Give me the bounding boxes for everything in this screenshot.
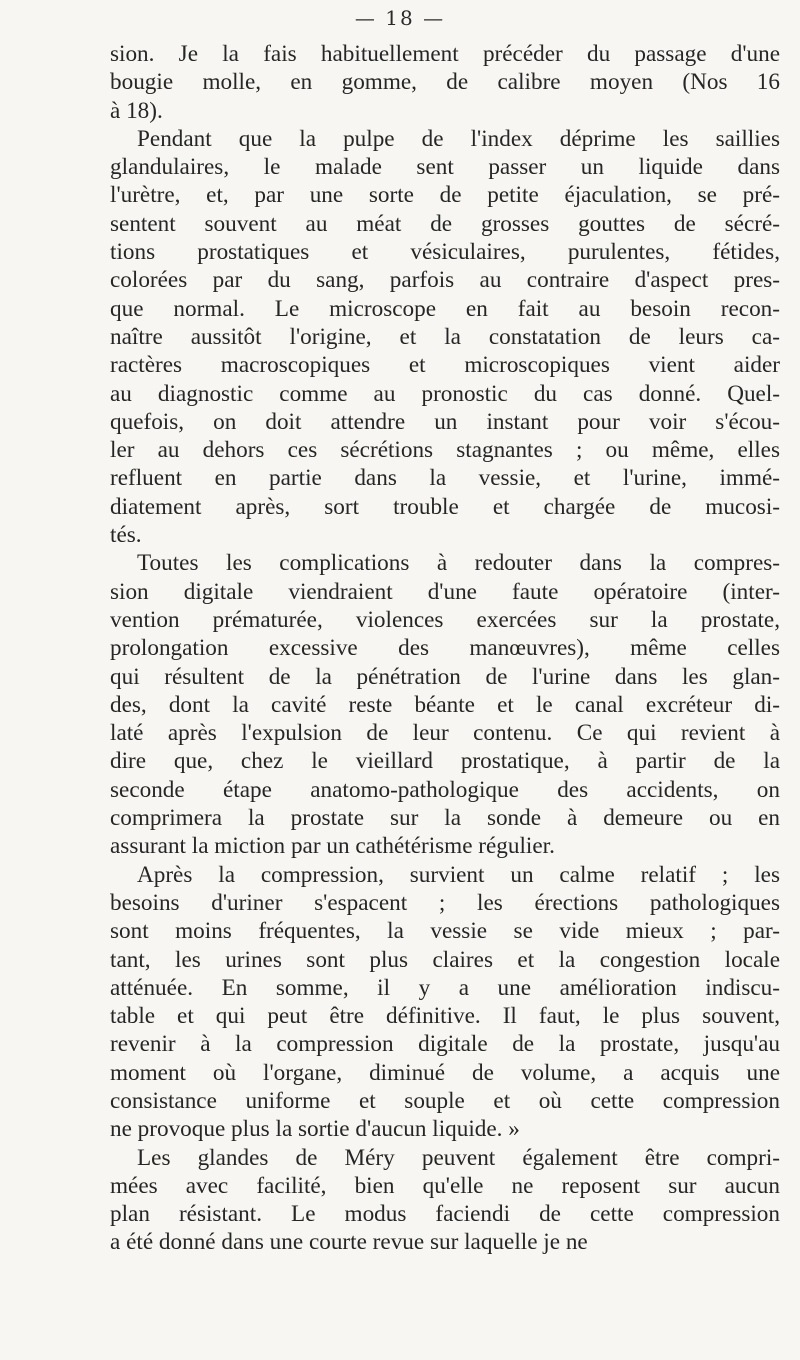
text-line: des, dont la cavité reste béante et le canal excréteur di- bbox=[110, 691, 780, 718]
text-line: tions prostatiques et vésiculaires, purulentes, fétides, bbox=[110, 239, 780, 266]
text-line: assurant la miction par un cathétérisme régulier. bbox=[110, 833, 555, 860]
paragraph bbox=[110, 40, 780, 125]
paragraph bbox=[110, 861, 780, 1144]
text-line: laté après l'expulsion de leur contenu. Ce qui revient à bbox=[110, 720, 780, 747]
text-line: bougie molle, en gomme, de calibre moyen (Nos 16 bbox=[110, 69, 780, 96]
text-line: ne provoque plus la sortie d'aucun liquide. » bbox=[110, 1116, 520, 1143]
text-line: moment où l'organe, diminué de volume, a acquis une bbox=[110, 1059, 780, 1086]
text-line: dire que, chez le vieillard prostatique, à partir de la bbox=[110, 748, 780, 775]
text-line: diatement après, sort trouble et chargée de mucosi- bbox=[110, 493, 780, 520]
paragraph bbox=[110, 125, 780, 549]
text-line: prolongation excessive des manœuvres), même celles bbox=[110, 635, 780, 662]
text-line: plan résistant. Le modus faciendi de cette compression bbox=[110, 1201, 780, 1228]
text-line: sion. Je la fais habituellement précéder du passage d'une bbox=[110, 41, 780, 67]
paragraph bbox=[110, 549, 780, 860]
text-line: Pendant que la pulpe de l'index déprime les saillies bbox=[137, 125, 780, 152]
text-line: tant, les urines sont plus claires et la congestion locale bbox=[110, 946, 780, 973]
text-line: seconde étape anatomo-pathologique des accidents, on bbox=[110, 776, 780, 803]
text-line: a été donné dans une courte revue sur laquelle je ne bbox=[110, 1229, 588, 1256]
text-line: table et qui peut être définitive. Il faut, le plus souvent, bbox=[110, 1003, 780, 1030]
text-line: qui résultent de la pénétration de l'urine dans les glan- bbox=[110, 663, 780, 690]
text-line: mées avec facilité, bien qu'elle ne reposent sur aucun bbox=[110, 1172, 780, 1199]
text-line: quefois, on doit attendre un instant pour voir s'écou- bbox=[110, 408, 780, 435]
text-line: ler au dehors ces sécrétions stagnantes ; ou même, elles bbox=[110, 437, 780, 464]
page-number: — 18 — bbox=[354, 6, 446, 30]
text-line: sont moins fréquentes, la vessie se vide mieux ; par- bbox=[110, 918, 780, 945]
text-line: naître aussitôt l'origine, et la constatation de leurs ca- bbox=[110, 323, 780, 350]
text-line: au diagnostic comme au pronostic du cas donné. Quel- bbox=[110, 380, 780, 407]
text-line: glandulaires, le malade sent passer un liquide dans bbox=[110, 154, 780, 181]
text-line: sentent souvent au méat de grosses gouttes de sécré- bbox=[110, 210, 780, 237]
text-line: Les glandes de Méry peuvent également être compri- bbox=[137, 1144, 780, 1171]
text-line: atténuée. En somme, il y a une amélioration indiscu- bbox=[110, 974, 780, 1001]
text-line: revenir à la compression digitale de la prostate, jusqu'au bbox=[110, 1031, 780, 1058]
text-line: besoins d'uriner s'espacent ; les érections pathologiques bbox=[110, 889, 780, 916]
text-line: à 18). bbox=[110, 97, 163, 124]
text-line: refluent en partie dans la vessie, et l'urine, immé- bbox=[110, 465, 780, 492]
body-text bbox=[110, 40, 780, 1257]
text-line: tés. bbox=[110, 522, 142, 549]
text-line: Toutes les complications à redouter dans la compres- bbox=[137, 550, 780, 577]
text-line: ractères macroscopiques et microscopiques vient aider bbox=[110, 352, 780, 379]
text-line: consistance uniforme et souple et où cette compression bbox=[110, 1087, 780, 1114]
text-line: colorées par du sang, parfois au contraire d'aspect pres- bbox=[110, 267, 780, 294]
text-line: comprimera la prostate sur la sonde à demeure ou en bbox=[110, 805, 780, 832]
paragraph bbox=[110, 1144, 780, 1257]
text-line: que normal. Le microscope en fait au besoin recon- bbox=[110, 295, 780, 322]
text-line: Après la compression, survient un calme relatif ; les bbox=[137, 861, 780, 888]
text-line: l'urètre, et, par une sorte de petite éjaculation, se pré- bbox=[110, 182, 780, 209]
text-line: sion digitale viendraient d'une faute opératoire (inter- bbox=[110, 578, 780, 605]
text-line: vention prématurée, violences exercées sur la prostate, bbox=[110, 606, 780, 633]
